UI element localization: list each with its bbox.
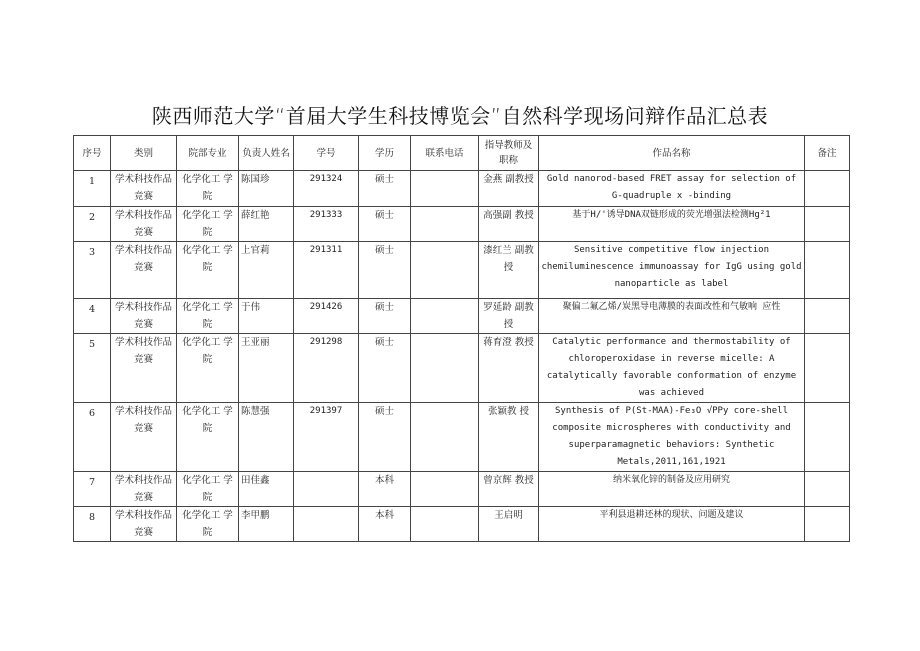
cell-advisor: 漆红兰 副教授 [479, 242, 539, 299]
table-header-row [74, 136, 850, 171]
table-row [74, 334, 850, 403]
cell-degree: 硕士 [359, 403, 411, 472]
cell-work: Gold nanorod-based FRET assay for selection of G-quadruple x -binding [539, 171, 805, 207]
cell-category: 学术科技作品竞赛 [111, 403, 177, 472]
cell-remark [805, 403, 850, 472]
cell-leader: 于伟 [239, 299, 294, 334]
cell-category: 学术科技作品竞赛 [111, 334, 177, 403]
table-row [74, 299, 850, 334]
cell-advisor: 金燕 副教授 [479, 171, 539, 207]
cell-seq: 4 [74, 299, 111, 334]
table-row [74, 207, 850, 242]
cell-student-id: 291298 [294, 334, 359, 403]
cell-phone [411, 507, 479, 542]
header-leader: 负责人姓名 [239, 136, 294, 171]
cell-degree: 硕士 [359, 207, 411, 242]
cell-leader: 王亚丽 [239, 334, 294, 403]
header-work: 作品名称 [539, 136, 805, 171]
cell-department: 化学化工 学院 [177, 507, 239, 542]
cell-student-id: 291333 [294, 207, 359, 242]
table-row [74, 403, 850, 472]
cell-student-id [294, 472, 359, 507]
cell-advisor: 王启明 [479, 507, 539, 542]
cell-degree: 硕士 [359, 299, 411, 334]
cell-work: 平利县退耕还林的现状、问题及建议 [539, 507, 805, 542]
cell-category: 学术科技作品竞赛 [111, 472, 177, 507]
cell-phone [411, 334, 479, 403]
table-body [74, 171, 850, 542]
cell-seq: 7 [74, 472, 111, 507]
cell-category: 学术科技作品竞赛 [111, 207, 177, 242]
cell-advisor: 罗延龄 副教授 [479, 299, 539, 334]
cell-degree: 硕士 [359, 171, 411, 207]
header-seq: 序号 [74, 136, 111, 171]
cell-category: 学术科技作品竞赛 [111, 299, 177, 334]
cell-work: Sensitive competitive flow injection chemiluminescence immunoassay for IgG using gold nanoparticle as label [539, 242, 805, 299]
cell-student-id: 291311 [294, 242, 359, 299]
cell-student-id [294, 507, 359, 542]
header-category: 类别 [111, 136, 177, 171]
cell-degree: 本科 [359, 507, 411, 542]
cell-remark [805, 171, 850, 207]
cell-department: 化学化工 学院 [177, 299, 239, 334]
cell-department: 化学化工 学院 [177, 472, 239, 507]
cell-degree: 硕士 [359, 242, 411, 299]
cell-department: 化学化工 学院 [177, 171, 239, 207]
cell-phone [411, 242, 479, 299]
table-row [74, 242, 850, 299]
cell-phone [411, 472, 479, 507]
cell-student-id: 291397 [294, 403, 359, 472]
cell-seq: 8 [74, 507, 111, 542]
cell-phone [411, 403, 479, 472]
cell-leader: 上官莉 [239, 242, 294, 299]
header-department: 院部专业 [177, 136, 239, 171]
cell-department: 化学化工 学院 [177, 334, 239, 403]
cell-leader: 李甲鹏 [239, 507, 294, 542]
cell-advisor: 高强副 教授 [479, 207, 539, 242]
cell-remark [805, 507, 850, 542]
works-summary-table [73, 135, 850, 542]
cell-phone [411, 171, 479, 207]
cell-advisor: 曾京辉 教授 [479, 472, 539, 507]
cell-work: Synthesis of P(St-MAA)-Fe₃O √PPy core-shell composite microspheres with conductivity and superparamagnetic behaviors: Synthetic Metals,2011,161,1921 [539, 403, 805, 472]
cell-category: 学术科技作品竞赛 [111, 171, 177, 207]
cell-seq: 5 [74, 334, 111, 403]
cell-phone [411, 207, 479, 242]
cell-student-id: 291324 [294, 171, 359, 207]
cell-seq: 2 [74, 207, 111, 242]
header-student-id: 学号 [294, 136, 359, 171]
cell-work: 基于H/'诱导DNA双链形成的荧光增强法检测Hg²1 [539, 207, 805, 242]
cell-work: Catalytic performance and thermostability of chloroperoxidase in reverse micelle: A catalytically favorable conformation of enzyme was achieved [539, 334, 805, 403]
cell-department: 化学化工 学院 [177, 403, 239, 472]
cell-advisor: 蒋育澄 教授 [479, 334, 539, 403]
cell-degree: 硕士 [359, 334, 411, 403]
header-advisor: 指导教师及职称 [479, 136, 539, 171]
cell-seq: 6 [74, 403, 111, 472]
cell-seq: 1 [74, 171, 111, 207]
cell-remark [805, 207, 850, 242]
cell-leader: 陈国珍 [239, 171, 294, 207]
cell-leader: 陈慧强 [239, 403, 294, 472]
table-row [74, 171, 850, 207]
table-row [74, 472, 850, 507]
cell-remark [805, 299, 850, 334]
cell-seq: 3 [74, 242, 111, 299]
cell-student-id: 291426 [294, 299, 359, 334]
cell-category: 学术科技作品竞赛 [111, 507, 177, 542]
table-row [74, 507, 850, 542]
cell-remark [805, 472, 850, 507]
header-degree: 学历 [359, 136, 411, 171]
cell-remark [805, 334, 850, 403]
cell-category: 学术科技作品竞赛 [111, 242, 177, 299]
cell-phone [411, 299, 479, 334]
header-remark: 备注 [805, 136, 850, 171]
page-title: 陕西师范大学“首届大学生科技博览会”自然科学现场问辩作品汇总表 [151, 104, 769, 128]
cell-degree: 本科 [359, 472, 411, 507]
cell-work: 聚偏二氟乙烯/炭黑导电薄膜的表面改性和气敏响 应性 [539, 299, 805, 334]
cell-work: 纳米氧化锌的制备及应用研究 [539, 472, 805, 507]
header-phone: 联系电话 [411, 136, 479, 171]
cell-leader: 薛红艳 [239, 207, 294, 242]
cell-leader: 田佳鑫 [239, 472, 294, 507]
cell-department: 化学化工 学院 [177, 207, 239, 242]
cell-department: 化学化工 学院 [177, 242, 239, 299]
cell-remark [805, 242, 850, 299]
cell-advisor: 张颖教 授 [479, 403, 539, 472]
